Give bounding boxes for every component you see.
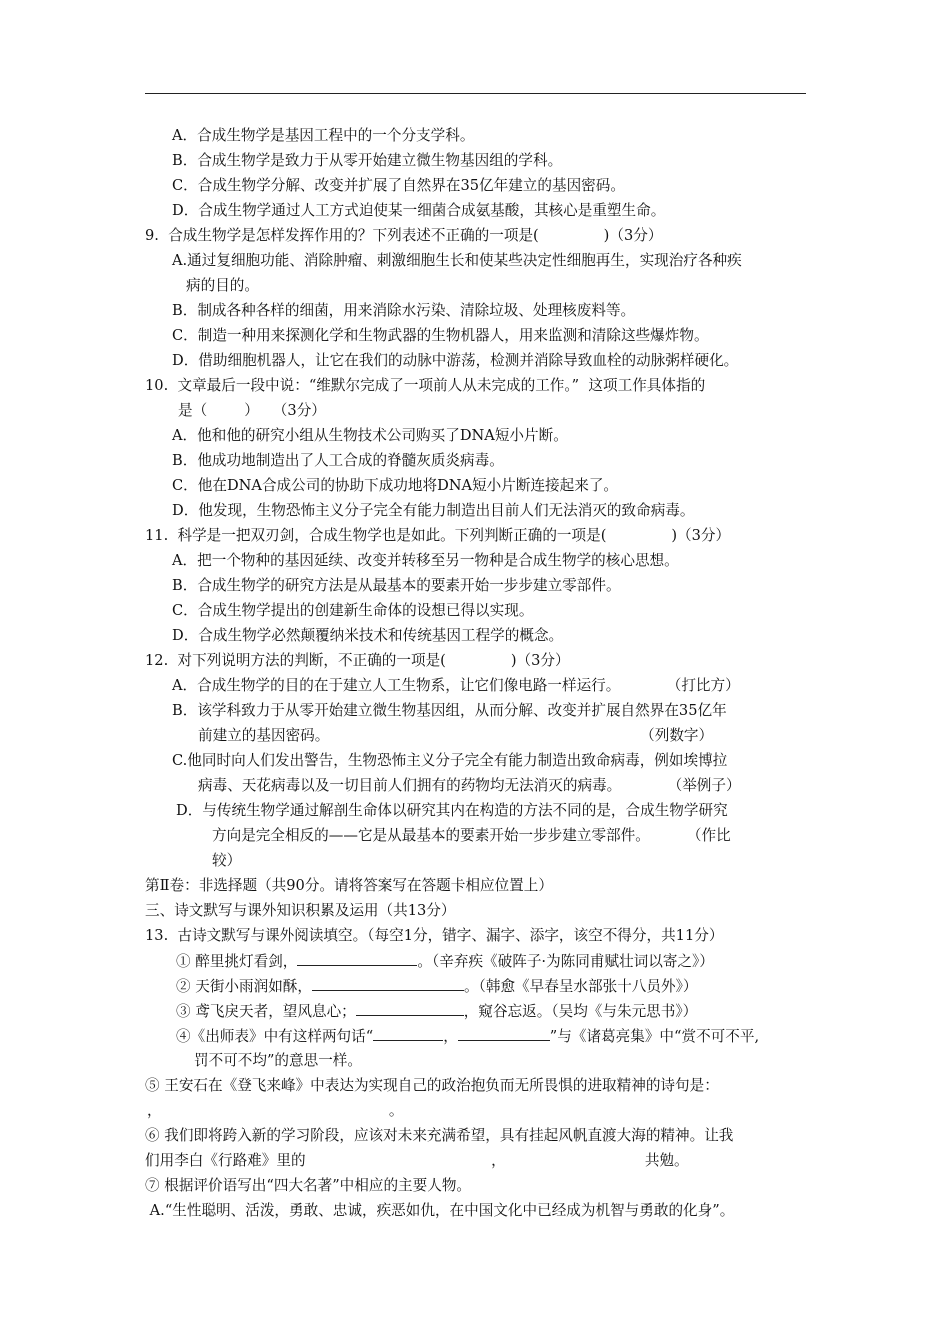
q13-item-3-source: ，窥谷忘返。（吴均《与朱元思书》） [463, 1003, 698, 1020]
answer-blank[interactable] [458, 1026, 550, 1041]
q11-option-d: D．合成生物学必然颠覆纳米技术和传统基因工程学的概念。 [172, 627, 564, 644]
q12-option-b: B．该学科致力于从零开始建立微生物基因组，从而分解、改变并扩展自然界在35亿年 [172, 702, 727, 719]
answer-blank[interactable] [312, 976, 464, 991]
q10-stem: 10. 文章最后一段中说：“维默尔完成了一项前人从未完成的工作。” 这项工作具体指的 [145, 377, 706, 394]
q8-option-a: A．合成生物学是基因工程中的一个分支学科。 [172, 127, 475, 144]
q11-option-b: B．合成生物学的研究方法是从最基本的要素开始一步步建立零部件。 [172, 577, 621, 594]
q13-item-5: ⑤ 王安石在《登飞来峰》中表达为实现自己的政治抱负而无所畏惧的进取精神的诗句是： [145, 1077, 719, 1094]
answer-blank[interactable] [356, 1001, 464, 1016]
q10-option-a: A．他和他的研究小组从生物技术公司购买了DNA短小片断。 [172, 427, 568, 444]
q13-item-7: ⑦ 根据评价语写出“四大名著”中相应的主要人物。 [145, 1177, 472, 1194]
q12-option-c-cont: 病毒、天花病毒以及一切目前人们拥有的药物均无法消灭的病毒。 （举例子） [198, 777, 741, 794]
q9-option-c: C．制造一种用来探测化学和生物武器的生物机器人，用来监测和清除这些爆炸物。 [172, 327, 709, 344]
q8-option-b: B．合成生物学是致力于从零开始建立微生物基因组的学科。 [172, 152, 563, 169]
answer-blank[interactable] [297, 951, 417, 966]
q9-stem: 9. 合成生物学是怎样发挥作用的？下列表述不正确的一项是( )（3分） [145, 227, 663, 244]
q13-item-4-rest: ”与《诸葛亮集》中“赏不可不平, [549, 1028, 760, 1045]
q8-option-c: C．合成生物学分解、改变并扩展了自然界在35亿年建立的基因密码。 [172, 177, 625, 194]
q10-option-d: D．他发现，生物恐怖主义分子完全有能力制造出目前人们无法消灭的致命病毒。 [172, 502, 695, 519]
q12-stem: 12. 对下列说明方法的判断，不正确的一项是( )（3分） [145, 652, 570, 669]
q9-option-d: D．借助细胞机器人，让它在我们的动脉中游荡，检测并消除导致血栓的动脉粥样硬化。 [172, 352, 739, 369]
q13-item-4 [176, 1026, 759, 1047]
q13-item-4-prompt: ④《出师表》中有这样两句话“ [176, 1028, 374, 1045]
q12-option-c: C.他同时向人们发出警告，生物恐怖主义分子完全有能力制造出致命病毒，例如埃博拉 [172, 752, 728, 769]
q13-item-5-answer-line: ， 。 [147, 1102, 404, 1119]
section-3-heading: 三、诗文默写与课外知识积累及运用（共13分） [145, 902, 456, 919]
q13-stem: 13. 古诗文默写与课外阅读填空。（每空1分，错字、漏字、添字，该空不得分，共11分） [145, 927, 724, 944]
section-2-heading: 第Ⅱ卷：非选择题（共90分。请将答案写在答题卡相应位置上） [145, 877, 553, 894]
q13-item-2-source: 。（韩愈《早春呈水部张十八员外》） [463, 978, 698, 995]
q12-option-d: D．与传统生物学通过解剖生命体以研究其内在构造的方法不同的是，合成生物学研究 [176, 802, 728, 819]
q13-item-1-source: 。（辛弃疾《破阵子·为陈同甫赋壮词以寄之》） [417, 953, 714, 970]
q13-item-1 [176, 951, 714, 972]
q13-item-2-prompt: ② 天街小雨润如酥， [176, 978, 312, 995]
q11-stem: 11. 科学是一把双刃剑，合成生物学也是如此。下列判断正确的一项是( )（3分） [145, 527, 731, 544]
q13-item-4-sep: ， [443, 1028, 458, 1045]
q13-item-3-prompt: ③ 鸢飞戾天者，望风息心； [176, 1003, 356, 1020]
q11-option-a: A．把一个物种的基因延续、改变并转移至另一物种是合成生物学的核心思想。 [172, 552, 679, 569]
q8-option-d: D．合成生物学通过人工方式迫使某一细菌合成氨基酸，其核心是重塑生命。 [172, 202, 666, 219]
q13-item-6-cont: 们用李白《行路难》里的 ， 共勉。 [145, 1152, 689, 1169]
answer-blank[interactable] [373, 1026, 443, 1041]
q11-option-c: C．合成生物学提出的创建新生命体的设想已得以实现。 [172, 602, 534, 619]
q9-option-a-cont: 病的目的。 [186, 277, 259, 294]
q13-item-7-a: A.“生性聪明、活泼，勇敢、忠诚，疾恶如仇，在中国文化中已经成为机智与勇敢的化身”。 [145, 1202, 735, 1219]
q10-stem-cont: 是（ ） （3分） [178, 402, 326, 419]
q9-option-a: A.通过复细胞功能、消除肿瘤、刺激细胞生长和使某些决定性细胞再生，实现治疗各种疾 [172, 252, 742, 269]
q13-item-1-prompt: ① 醉里挑灯看剑， [176, 953, 298, 970]
q13-item-6: ⑥ 我们即将跨入新的学习阶段，应该对未来充满希望，具有挂起风帆直渡大海的精神。让我 [145, 1127, 734, 1144]
q13-item-3 [176, 1001, 697, 1022]
q9-option-b: B．制成各种各样的细菌，用来消除水污染、清除垃圾、处理核废料等。 [172, 302, 636, 319]
q10-option-b: B．他成功地制造出了人工合成的脊髓灰质炎病毒。 [172, 452, 504, 469]
q13-item-2 [176, 976, 697, 997]
q13-item-4-cont: 罚不可不均”的意思一样。 [194, 1052, 362, 1069]
q12-option-d-cont2: 较） [212, 852, 242, 869]
q12-option-a: A．合成生物学的目的在于建立人工生物系，让它们像电路一样运行。 （打比方） [172, 677, 740, 694]
q12-option-d-cont: 方向是完全相反的——它是从最基本的要素开始一步步建立零部件。 （作比 [212, 827, 731, 844]
q12-option-b-cont: 前建立的基因密码。 （列数字） [198, 727, 714, 744]
q10-option-c: C．他在DNA合成公司的协助下成功地将DNA短小片断连接起来了。 [172, 477, 619, 494]
